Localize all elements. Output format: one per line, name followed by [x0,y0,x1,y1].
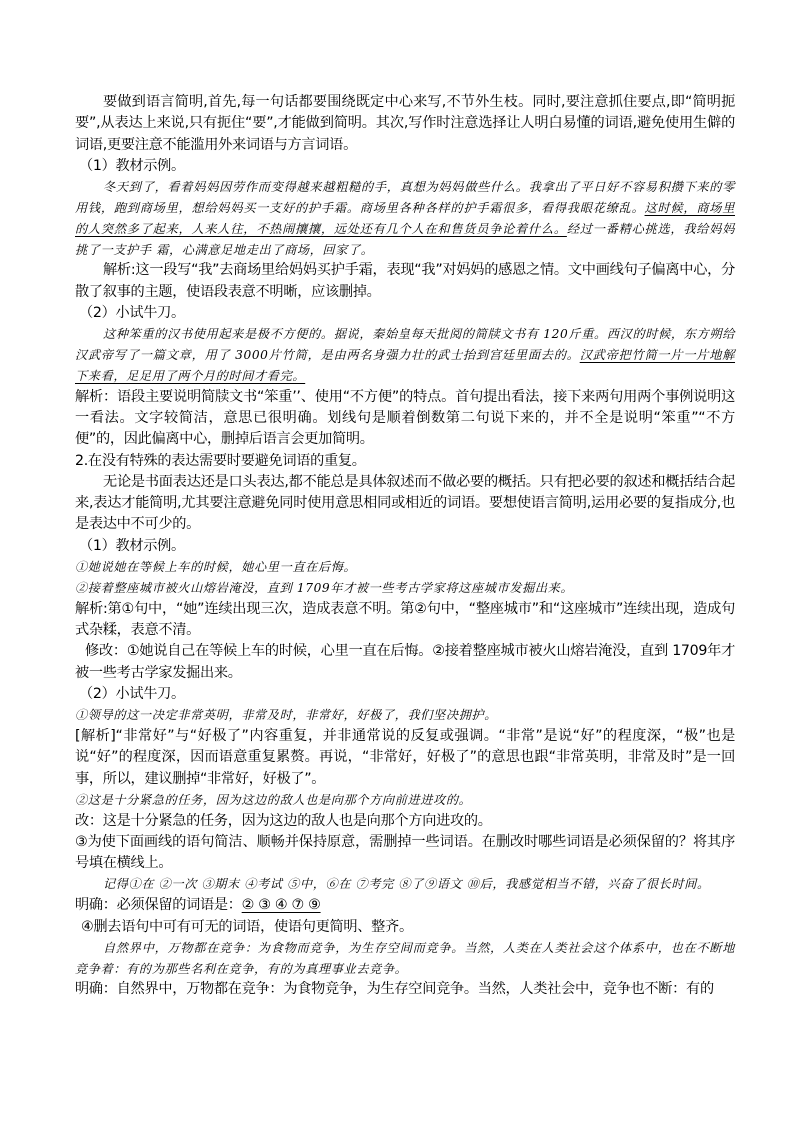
example-sentence: ②这是十分紧急的任务，因为这边的敌人也是向那个方向前进进攻的。 [75,792,472,807]
document-body [75,92,735,1001]
section-label: （1）教材示例。 [79,537,185,554]
task-paragraph: ③为使下面画线的语句简洁、顺畅并保持原意，需删掉一些词语。在删改时哪些词语是必须保留的？将其序号填在横线上。 [75,833,735,872]
example-paragraph [75,177,735,260]
example-text: 冬天到了，看着妈妈因劳作而变得越来越粗糙的手，真想为妈妈做些什么。我拿出了平日好不容易积攒下来的零用钱，跑到商场里，想给妈妈买一支好的护手霜。商场里各种各样的护手霜很多，看得我眼花缭乱。 [75,180,735,215]
task-paragraph: ④删去语句中可有可无的词语，使语句更简明、整齐。 [81,918,413,935]
answer-label: 明确：必须保留的词语是： [75,897,242,914]
analysis-paragraph: 解析:第①句中，“她”连续出现三次，造成表意不明。第②句中，“整座城市”和“这座城市”连续出现，造成句式杂糅，表意不清。 [75,600,735,638]
section-label: （1）教材示例。 [79,157,185,174]
example-text: 这种笨重的汉书使用起来是极不方便的。据说，秦始皇每天批阅的简牍文书有 120斤重。西汉的时候，东方朔给汉武帝写了一篇文章，用了 3000片竹简，是由两名身强力壮的武士抬到宫廷里面去的。 [75,327,735,363]
example-sentence: ②接着整座城市被火山熔岩淹没，直到 1709年才被一些考古学家将这座城市发掘出来。 [75,580,574,595]
answer-values: ② ③ ④ ⑦ ⑨ [241,897,321,914]
example-paragraph: 自然界中，万物都在竞争：为食物而竞争，为生存空间而竞争。当然，人类在人类社会这个体系中，也在不断地竞争着：有的为那些名利在竞争，有的为真理事业去竞争。 [75,940,735,976]
section-label: （2）小试牛刀。 [79,304,185,321]
example-sentence: 记得①在 ②一次 ③期末 ④考试 ⑤中，⑥在 ⑦考完 ⑧了⑨语文 ⑩后，我感觉相当不错，兴奋了很长时间。 [103,877,710,892]
underlined-sentence: 汉武帝把竹简一片一片地解下来看，足足用了两个月的时间才看完。 [75,348,736,383]
example-text: 经过一番精心挑选，我给妈妈挑了一支护手 霜，心满意足地走出了商场，回家了。 [75,221,735,257]
underlined-sentence: 这时候，商场里的人突然多了起来，人来人往，不热闹攘攘，远处还有几个人在和售货员争论着什么。 [75,200,735,236]
analysis-paragraph: 解析:这一段写“我”去商场里给妈妈买护手霜，表现“我”对妈妈的感恩之情。文中画线句子偏离中心，分散了叙事的主题，使语段表意不明晰，应该删掉。 [75,262,735,300]
answer-line [75,895,735,916]
section-label: （2）小试牛刀。 [79,685,185,702]
analysis-paragraph: 解析：语段主要说明简牍文书“笨重’’、使用“不方便”的特点。首句提出看法，接下来两句用两个事例说明这一看法。文字较简洁，意思已很明确。划线句是顺着倒数第二句说下来的，并不全是说明“笨重”“不方便”的，因此偏离中心，删掉后语言会更加简明。 [75,388,735,448]
body-paragraph: 无论是书面表达还是口头表达,都不能总是具体叙述而不做必要的概括。只有把必要的叙述和概括结合起来,表达才能简明,尤其要注意避免同时使用意思相同或相近的词语。要想使语言简明,运用必要的复指成分,也是表达中不可少的。 [75,473,735,533]
revision-paragraph: 修改：①她说自己在等候上车的时候，心里一直在后悔。②接着整座城市被火山熔岩淹没，直到 1709年才被一些考古学家发掘出来。 [75,643,735,681]
example-sentence: ①她说她在等候上车的时候，她心里一直在后悔。 [75,560,357,575]
intro-paragraph: 要做到语言简明,首先,每一句话都要围绕既定中心来写,不节外生枝。同时,要注意抓住要点,即“简明扼要”,从表达上来说,只有扼住“要”,才能做到简明。其次,写作时注意选择让人明白易懂的词语,避免使用生僻的词语,更要注意不能滥用外来词语与方言词语。 [75,94,735,153]
example-paragraph [75,324,735,386]
analysis-paragraph: [解析]“非常好”与“好极了”内容重复，并非通常说的反复或强调。“非常”是说“好”的程度深，“极”也是说“好”的程度深，因而语意重复累赘。再说，“非常好，好极了”的意思也跟“非常英明，非常及时”是一回事，所以，建议删掉“非常好，好极了”。 [75,727,735,787]
answer-paragraph: 明确：自然界中，万物都在竞争：为食物竞争，为生存空间竞争。当然，人类社会中，竞争也不断：有的 [75,981,714,998]
revision-paragraph: 改：这是十分紧急的任务，因为这边的敌人也是向那个方向进攻的。 [75,812,492,829]
section-heading: 2.在没有特殊的表达需要时要避免词语的重复。 [75,452,366,469]
example-sentence: ①领导的这一决定非常英明，非常及时，非常好，好极了，我们坚决拥护。 [75,708,497,723]
